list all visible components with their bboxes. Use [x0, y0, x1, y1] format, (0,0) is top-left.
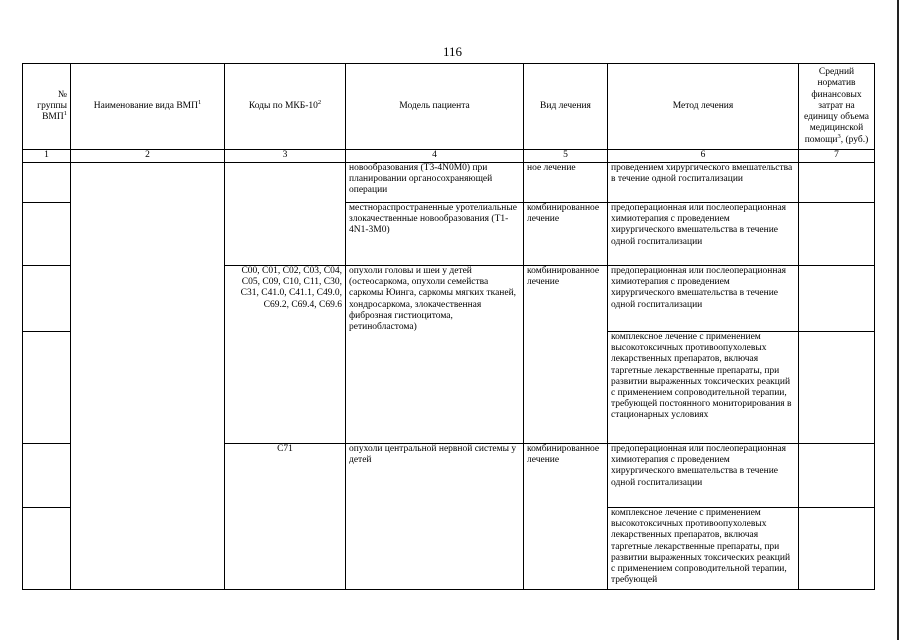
treatment-type-cell: ное лечение	[524, 163, 608, 203]
cost-cell	[799, 203, 875, 266]
vmp-table	[22, 63, 875, 590]
column-number-row	[23, 150, 875, 163]
cost-cell	[799, 508, 875, 590]
codes-cell: C71	[225, 444, 346, 590]
treatment-type-cell: комбинированное лечение	[524, 444, 608, 590]
codes-cell: C00, C01, C02, C03, C04, C05, C09, C10, C11, C30, C31, C41.0, C41.1, C49.0, C69.2, C69.4, C69.6	[225, 266, 346, 444]
header-treatment-method: Метод лечения	[608, 64, 799, 150]
column-number: 3	[225, 150, 346, 163]
group-number-cell	[23, 266, 71, 332]
treatment-method-cell: проведением хирургического вмешательства в течение одной госпитализации	[608, 163, 799, 203]
header-group-number: № группы ВМП$^1$	[23, 64, 71, 150]
column-number: 6	[608, 150, 799, 163]
column-number: 2	[71, 150, 225, 163]
patient-model-cell: опухоли центральной нервной системы у детей	[346, 444, 524, 590]
column-number: 1	[23, 150, 71, 163]
header-mkb-codes: Коды по МКБ-$10^2$	[225, 64, 346, 150]
group-number-cell	[23, 508, 71, 590]
column-number: 7	[799, 150, 875, 163]
treatment-method-cell: предоперационная или послеоперационная химиотерапия с проведением хирургического вмешательства в течение одной госпитализации	[608, 266, 799, 332]
treatment-type-cell: комбинированное лечение	[524, 203, 608, 266]
treatment-method-cell: комплексное лечение с применением высокотоксичных противоопухолевых лекарственных препаратов, включая таргетные лекарственные препараты, при развитии выраженных токсических реакций с применением сопроводительной терапии, требующей	[608, 508, 799, 590]
codes-cell	[225, 163, 346, 266]
group-number-cell	[23, 332, 71, 444]
patient-model-cell: опухоли головы и шеи у детей (остеосаркома, опухоли семейства саркомы Юинга, саркомы мягких тканей, хондросаркома, злокачественная фиброзная гистиоцитома, ретинобластома)	[346, 266, 524, 444]
group-number-cell	[23, 203, 71, 266]
header-treatment-type: Вид лечения	[524, 64, 608, 150]
group-number-cell	[23, 444, 71, 508]
page-number: 116	[442, 44, 463, 59]
header-cost-norm: Средний норматив финансовых затрат на единицу объема медицинской помощи$^3$, (руб.)	[799, 64, 875, 150]
page-edge	[897, 0, 899, 640]
cost-cell	[799, 332, 875, 444]
header-row	[23, 64, 875, 150]
vmp-name-cell	[71, 163, 225, 590]
treatment-method-cell: комплексное лечение с применением высокотоксичных противоопухолевых лекарственных препаратов, включая таргетные лекарственные препараты, при развитии выраженных токсических реакций с применением сопроводительной терапии, требующей постоянного мониторирования в стационарных условиях	[608, 332, 799, 444]
column-number: 4	[346, 150, 524, 163]
header-vmp-name: Наименование вида ВМП$^1$	[71, 64, 225, 150]
cost-cell	[799, 163, 875, 203]
table-row	[23, 163, 875, 203]
group-number-cell	[23, 163, 71, 203]
treatment-method-cell: предоперационная или послеоперационная химиотерапия с проведением хирургического вмешательства в течение одной госпитализации	[608, 444, 799, 508]
cost-cell	[799, 266, 875, 332]
patient-model-cell: местнораспространенные уротелиальные злокачественные новообразования (T1-4N1-3M0)	[346, 203, 524, 266]
column-number: 5	[524, 150, 608, 163]
cost-cell	[799, 444, 875, 508]
treatment-method-cell: предоперационная или послеоперационная химиотерапия с проведением хирургического вмешательства в течение одной госпитализации	[608, 203, 799, 266]
treatment-type-cell: комбинированное лечение	[524, 266, 608, 444]
patient-model-cell: новообразования (T3-4N0M0) при планировании органосохраняющей операции	[346, 163, 524, 203]
header-patient-model: Модель пациента	[346, 64, 524, 150]
